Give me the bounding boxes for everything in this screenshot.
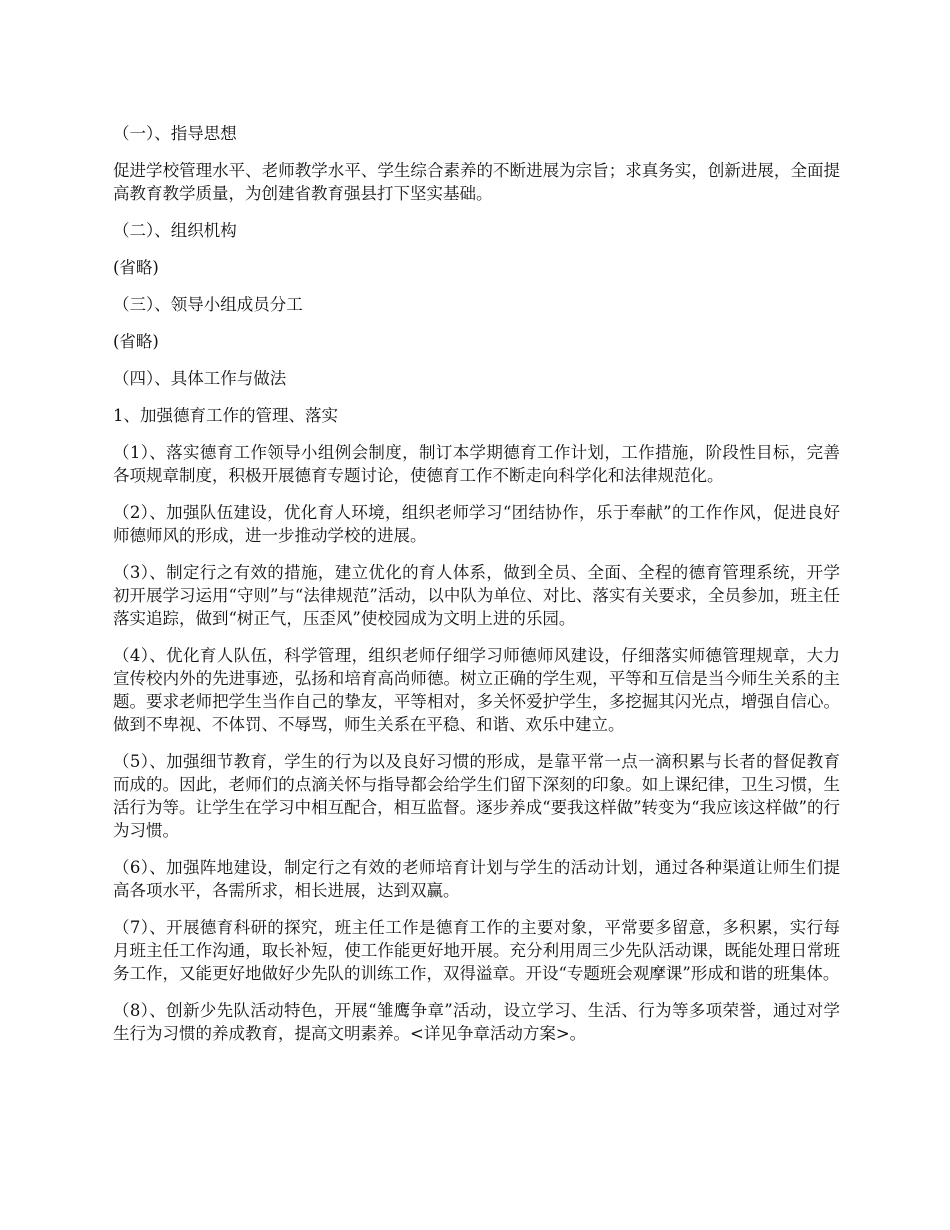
paragraph-omitted-1: (省略) [113, 258, 159, 277]
subsection-heading-1: 1、加强德育工作的管理、落实 [113, 406, 338, 425]
paragraph-item-8: （8）、创新少先队活动特色，开展“雏鹰争章”活动，设立学习、生活、行为等多项荣誉，通过对学生行为习惯的养成教育，提高文明素养。<详见争章活动方案>。 [113, 1001, 840, 1043]
document-body [113, 122, 840, 1059]
section-heading-3: （三）、领导小组成员分工 [113, 295, 303, 314]
paragraph-item-3: （3）、制定行之有效的措施，建立优化的育人体系，做到全员、全面、全程的德育管理系统，开学初开展学习运用“守则”与“法律规范”活动，以中队为单位、对比、落实有关要求，全员参加，班主任落实追踪，做到“树正气，压歪风”使校园成为文明上进的乐园。 [113, 563, 840, 628]
paragraph-guiding-idea: 促进学校管理水平、老师教学水平、学生综合素养的不断进展为宗旨；求真务实，创新进展，全面提高教育教学质量，为创建省教育强县打下坚实基础。 [113, 161, 840, 203]
paragraph-item-1: （1）、落实德育工作领导小组例会制度，制订本学期德育工作计划，工作措施，阶段性目标，完善各项规章制度，积极开展德育专题讨论，使德育工作不断走向科学化和法律规范化。 [113, 443, 840, 485]
section-heading-4: （四）、具体工作与做法 [113, 369, 287, 388]
paragraph-omitted-2: (省略) [113, 332, 159, 351]
paragraph-item-5: （5）、加强细节教育，学生的行为以及良好习惯的形成，是靠平常一点一滴积累与长者的督促教育而成的。因此，老师们的点滴关怀与指导都会给学生们留下深刻的印象。如上课纪律，卫生习惯，生活行为等。让学生在学习中相互配合，相互监督。逐步养成“要我这样做”转变为“我应该这样做”的行为习惯。 [113, 752, 840, 840]
paragraph-item-7: （7）、开展德育科研的探究，班主任工作是德育工作的主要对象，平常要多留意，多积累，实行每月班主任工作沟通，取长补短，使工作能更好地开展。充分利用周三少先队活动课，既能处理日常班务工作，又能更好地做好少先队的训练工作，双得溢章。开设“专题班会观摩课”形成和谐的班集体。 [113, 918, 840, 983]
paragraph-item-4: （4）、优化育人队伍，科学管理，组织老师仔细学习师德师风建设，仔细落实师德管理规章，大力宣传校内外的先进事迹，弘扬和培育高尚师德。树立正确的学生观，平等和互信是当今师生关系的主题。要求老师把学生当作自己的挚友，平等相对，多关怀爱护学生，多挖掘其闪光点，增强自信心。做到不卑视、不体罚、不辱骂，师生关系在平稳、和谐、欢乐中建立。 [113, 646, 840, 734]
section-heading-1: （一）、指导思想 [113, 124, 237, 143]
paragraph-item-2: （2）、加强队伍建设，优化育人环境，组织老师学习“团结协作，乐于奉献”的工作作风，促进良好师德师风的形成，进一步推动学校的进展。 [113, 503, 840, 545]
paragraph-item-6: （6）、加强阵地建设，制定行之有效的老师培育计划与学生的活动计划，通过各种渠道让师生们提高各项水平，各需所求，相长进展，达到双赢。 [113, 858, 840, 900]
section-heading-2: （二）、组织机构 [113, 221, 237, 240]
